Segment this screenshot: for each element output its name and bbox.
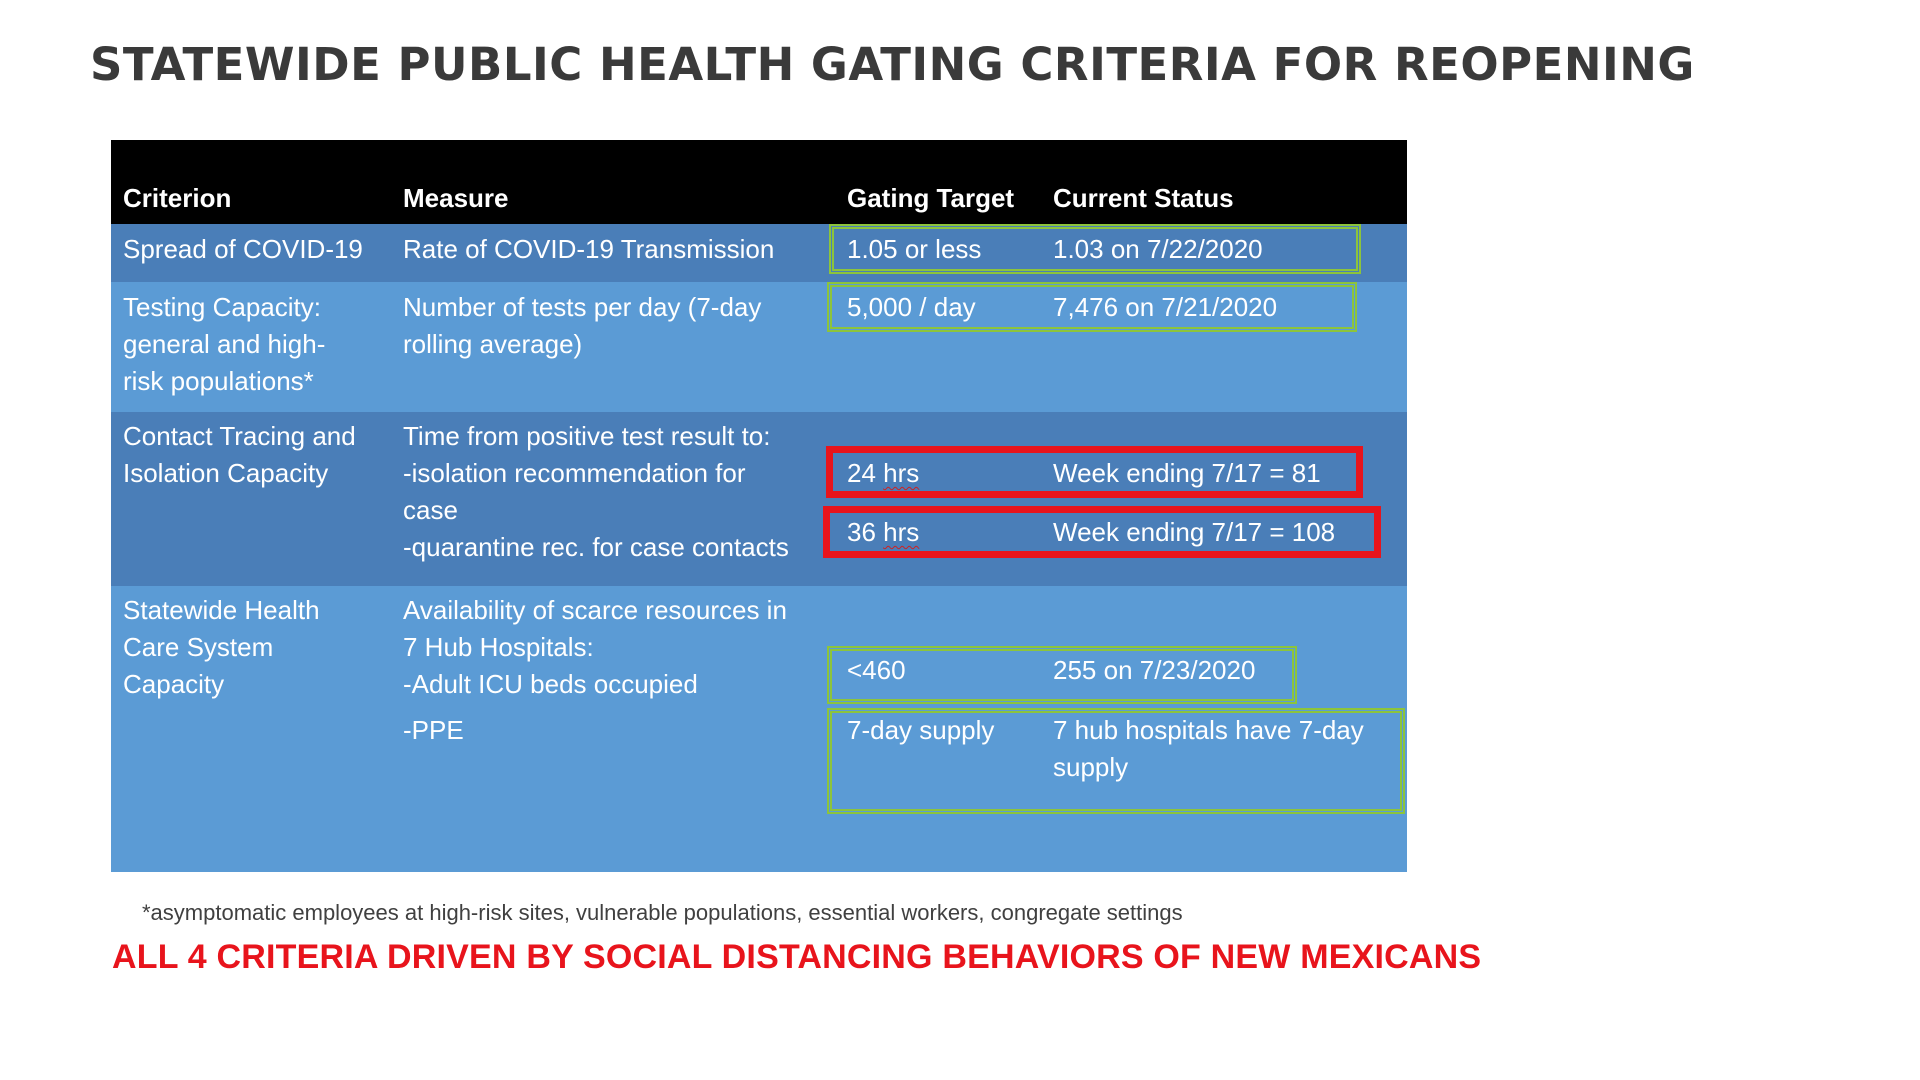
status-cell: 255 on 7/23/2020 <box>1053 655 1256 685</box>
measure-cell: Time from positive test result to: -isolation recommendation for case -quarantine rec. for case contacts <box>403 421 789 562</box>
gating-criteria-table <box>111 140 1407 872</box>
target-cell: 1.05 or less <box>847 234 982 264</box>
criterion-cell: Testing Capacity: general and high- risk populations* <box>123 292 326 396</box>
header-measure: Measure <box>403 183 509 213</box>
target-cell: 7-day supply <box>847 715 995 745</box>
target-cell <box>847 514 1047 551</box>
page-title: STATEWIDE PUBLIC HEALTH GATING CRITERIA FOR REOPENING <box>90 38 1695 91</box>
status-cell: Week ending 7/17 = 108 <box>1053 517 1336 547</box>
table-row <box>111 586 1407 872</box>
measure-cell: Number of tests per day (7-day rolling average) <box>403 292 762 359</box>
measure-cell-ppe: -PPE <box>403 715 464 745</box>
header-current-status: Current Status <box>1053 183 1234 213</box>
criterion-cell: Spread of COVID-19 <box>123 234 363 264</box>
table-header-row <box>111 140 1407 224</box>
target-cell <box>847 455 1047 492</box>
tagline: ALL 4 CRITERIA DRIVEN BY SOCIAL DISTANCING BEHAVIORS OF NEW MEXICANS <box>112 938 1482 976</box>
footnote: *asymptomatic employees at high-risk sites, vulnerable populations, essential workers, congregate settings <box>142 900 1183 925</box>
target-cell: <460 <box>847 655 906 685</box>
header-gating-target: Gating Target <box>847 183 1015 213</box>
target-value: 36 <box>847 517 876 547</box>
criterion-cell: Contact Tracing and Isolation Capacity <box>123 421 356 488</box>
measure-cell: Rate of COVID-19 Transmission <box>403 234 775 264</box>
measure-cell: Availability of scarce resources in 7 Hub Hospitals: -Adult ICU beds occupied <box>403 595 787 699</box>
table-row <box>111 412 1407 586</box>
status-cell: 7 hub hospitals have 7-day supply <box>1053 715 1364 782</box>
table-row <box>111 282 1407 412</box>
target-value: 24 <box>847 458 876 488</box>
status-cell: Week ending 7/17 = 81 <box>1053 458 1321 488</box>
target-unit: hrs <box>883 517 920 547</box>
status-cell: 7,476 on 7/21/2020 <box>1053 292 1278 322</box>
table-row <box>111 224 1407 282</box>
target-cell: 5,000 / day <box>847 292 976 322</box>
target-unit: hrs <box>883 458 920 488</box>
status-cell: 1.03 on 7/22/2020 <box>1053 234 1263 264</box>
criterion-cell: Statewide Health Care System Capacity <box>123 595 320 699</box>
header-criterion: Criterion <box>123 183 232 213</box>
